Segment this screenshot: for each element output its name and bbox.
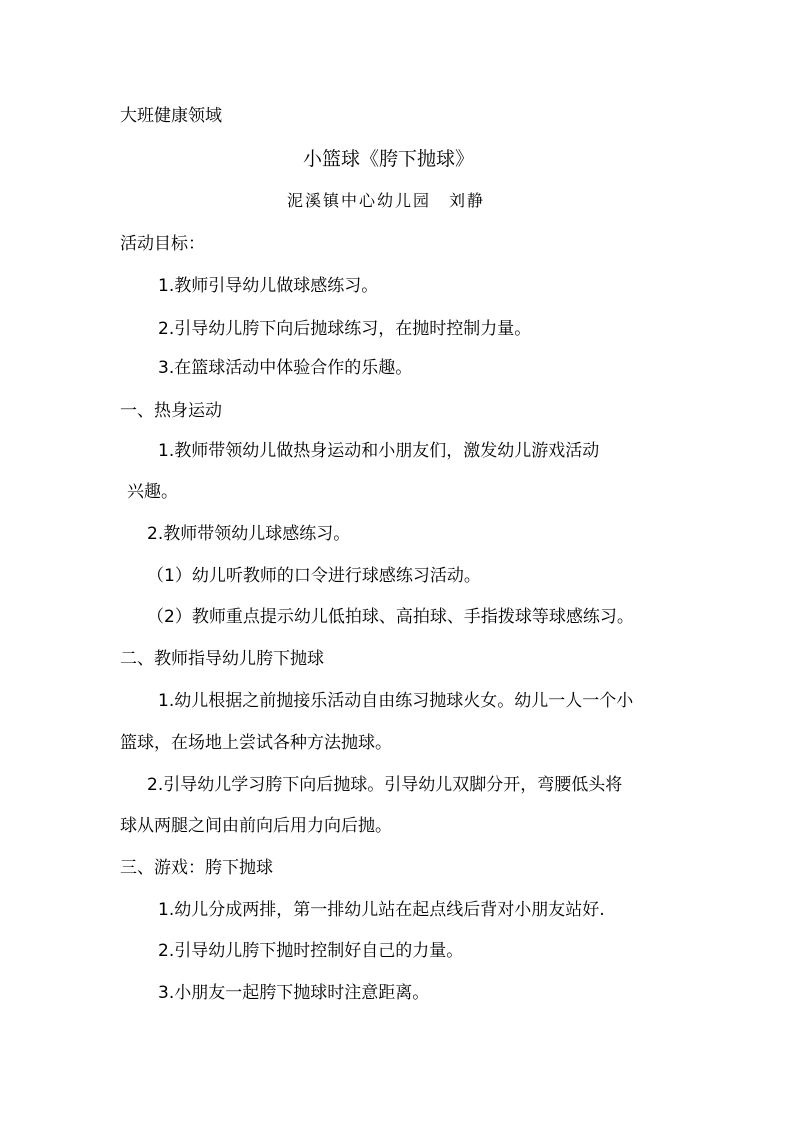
goal-item-3: 3.在篮球活动中体验合作的乐趣。: [158, 358, 413, 378]
section2-item2-line1: 2.引导幼儿学习胯下向后抛球。引导幼儿双脚分开，弯腰低头将: [147, 775, 623, 795]
section1-sub2: （2）教师重点提示幼儿低拍球、高拍球、手指拨球等球感练习。: [147, 607, 634, 627]
goal-item-1: 1.教师引导幼儿做球感练习。: [158, 276, 379, 296]
section3-item-2: 2.引导幼儿胯下抛时控制好自己的力量。: [158, 941, 464, 961]
section1-heading: 一、热身运动: [120, 401, 222, 421]
section1-item1-line2: 兴趣。: [127, 482, 178, 502]
document-title: 小篮球《胯下抛球》: [303, 148, 475, 170]
section2-heading: 二、教师指导幼儿胯下抛球: [120, 649, 324, 669]
goal-item-2: 2.引导幼儿胯下向后抛球练习，在抛时控制力量。: [158, 319, 532, 339]
domain-label: 大班健康领域: [120, 106, 222, 126]
section1-sub1: （1）幼儿听教师的口令进行球感练习活动。: [147, 566, 481, 586]
author-line: 泥溪镇中心幼儿园 刘静: [287, 191, 486, 210]
goals-heading: 活动目标：: [120, 234, 205, 254]
section3-item-1: 1.幼儿分成两排，第一排幼儿站在起点线后背对小朋友站好.: [158, 900, 605, 920]
section3-heading: 三、游戏：胯下抛球: [120, 858, 273, 878]
section2-item1-line2: 篮球，在场地上尝试各种方法抛球。: [120, 733, 392, 753]
section3-item-3: 3.小朋友一起胯下抛球时注意距离。: [158, 983, 430, 1003]
section2-item1-line1: 1.幼儿根据之前抛接乐活动自由练习抛球火女。幼儿一人一个小: [158, 691, 634, 711]
section1-item2: 2.教师带领幼儿球感练习。: [147, 524, 351, 544]
section1-item1-line1: 1.教师带领幼儿做热身运动和小朋友们，激发幼儿游戏活动: [158, 441, 600, 461]
section2-item2-line2: 球从两腿之间由前向后用力向后抛。: [120, 816, 392, 836]
